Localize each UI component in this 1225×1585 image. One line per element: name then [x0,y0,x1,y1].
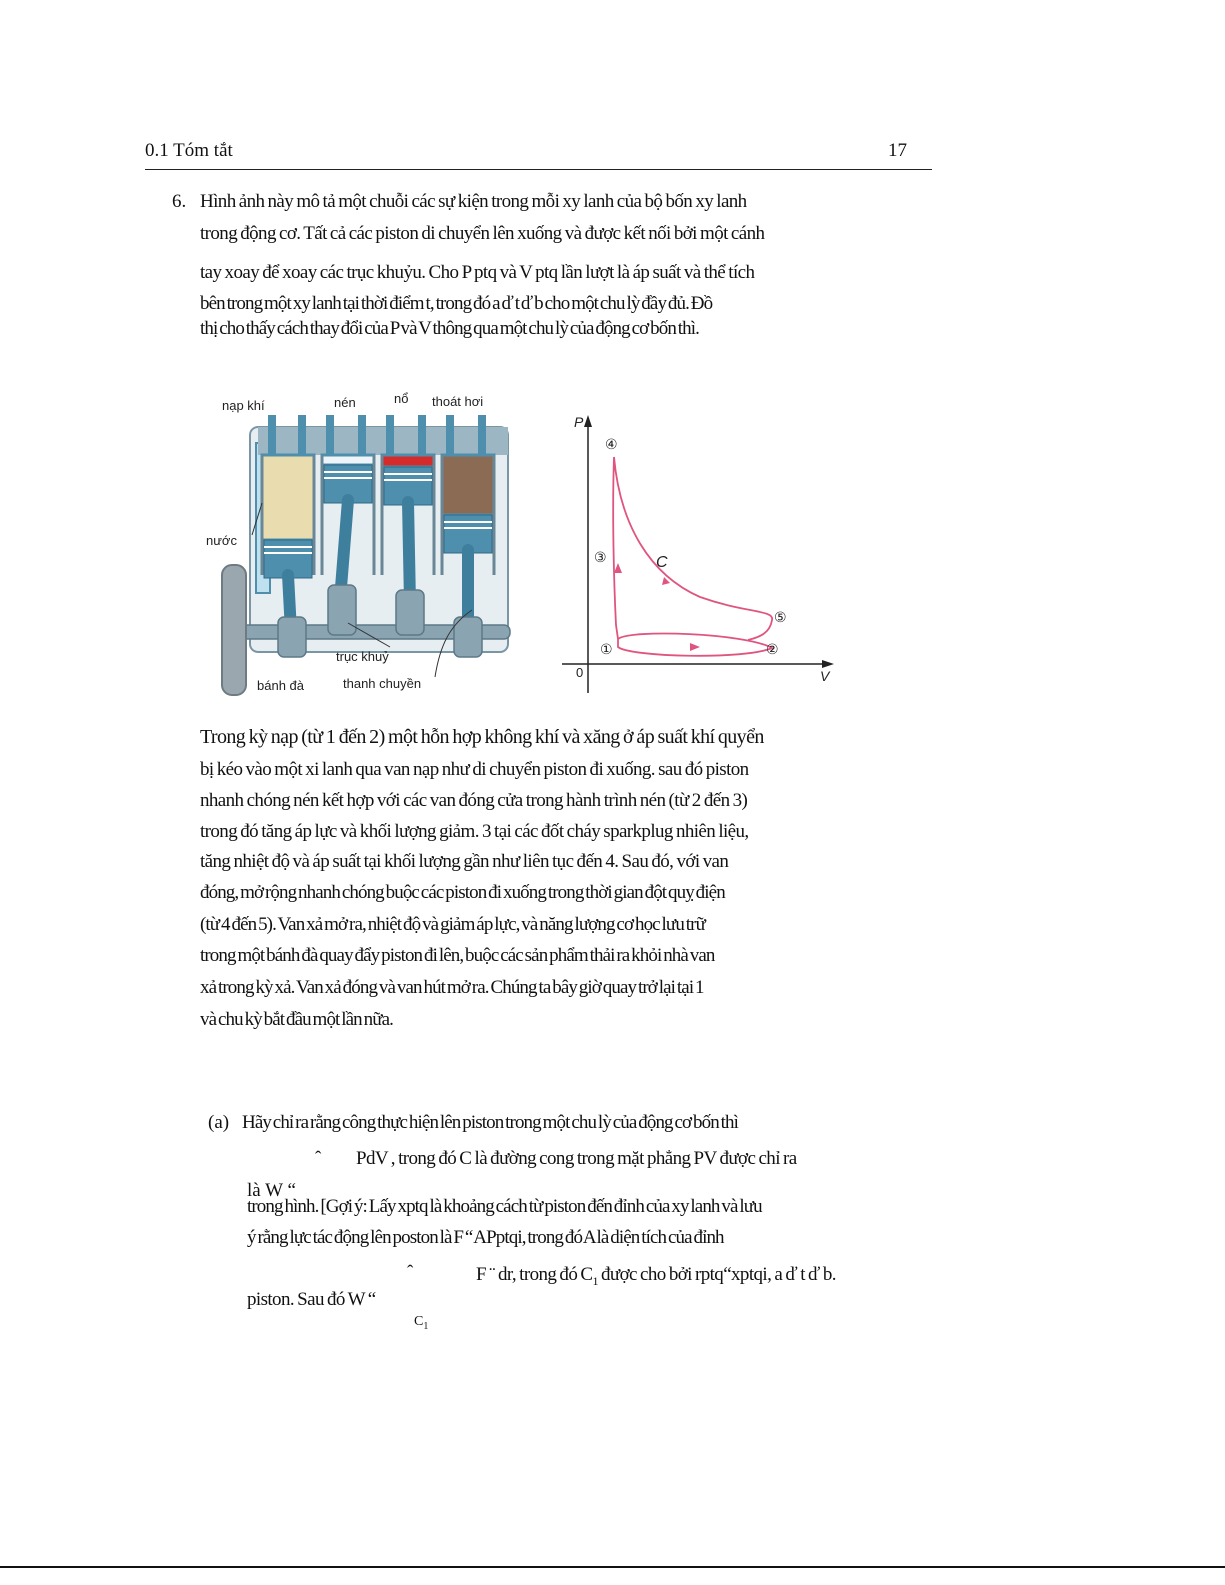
body-line-7: (từ 4 đến 5). Van xả mở ra, nhiệt độ và giảm áp lực, và năng lượng cơ học lưu trữ [200,914,705,935]
cylinder-intake [262,455,314,540]
body-line-2: bị kéo vào một xi lanh qua van nạp như di chuyển piston đi xuống. sau đó piston [200,759,749,780]
v-axis-label: V [820,668,830,684]
point-4: ④ [605,436,618,452]
problem-number: 6. [172,191,187,212]
cylinder-power [382,455,434,467]
body-line-10: và chu kỳ bắt đầu một lần nữa. [200,1009,394,1030]
cylinder-head [258,427,508,455]
point-5: ⑤ [774,609,787,625]
label-crankshaft: trục khuỷ [336,649,389,664]
label-power: nổ [394,391,409,406]
page-number: 17 [888,140,907,161]
point-3: ③ [594,549,607,565]
pv-diagram [562,414,834,693]
point-2: ② [766,641,779,657]
intro-line-3: tay xoay để xoay các trục khuỷu. Cho P ptq và V ptq lần lượt là áp suất và thể tích [200,262,755,283]
intake-exhaust-loop [618,633,772,655]
p-axis-label: P [574,414,584,430]
intro-line-5: thị cho thấy cách thay đổi của P và V thông qua một chu lỳ của động cơ bốn thì. [200,318,699,339]
part-a-line-3b: trong hình. [Gợi ý: Lấy xptq là khoảng cách từ piston đến đỉnh của xy lanh và lưu [247,1196,762,1217]
engine-and-pv-figure [200,385,850,700]
body-line-5: tăng nhiệt độ và áp suất tại khối lượng gần như liên tục đến 4. Sau đó, với van [200,851,729,872]
point-1: ① [600,641,613,657]
intro-line-1: Hình ảnh này mô tả một chuỗi các sự kiện trong mỗi xy lanh của bộ bốn xy lanh [200,191,747,212]
engine-illustration [206,391,510,695]
label-intake: nạp khí [222,398,265,413]
cylinder-exhaust [442,455,494,515]
part-a-line-6: piston. Sau đó W “ [247,1289,376,1310]
origin-label: 0 [576,665,584,680]
lower-limit-c: C [414,1314,424,1329]
label-connecting-rod: thanh chuyền [343,676,422,691]
header-rule [145,169,932,170]
connecting-rod-3 [408,502,410,603]
line5-subscript: 1 [592,1273,598,1288]
running-header-section: 0.1 Tóm tắt [145,140,233,161]
body-line-1: Trong kỳ nạp (từ 1 đến 2) một hỗn hợp không khí và xăng ở áp suất khí quyển [200,726,764,748]
part-a-line-3a: là W “ [247,1180,296,1201]
curve-label-c: C [656,554,668,571]
body-line-8: trong một bánh đà quay đẩy piston đi lên, buộc các sản phẩm thải ra khỏi nhà van [200,945,715,966]
body-line-4: trong đó tăng áp lực và khối lượng giảm. 3 tại các đốt cháy sparkplug nhiên liệu, [200,821,749,842]
body-line-9: xả trong kỳ xả. Van xả đóng và van hút mở ra. Chúng ta bây giờ quay trở lại tại 1 [200,977,704,998]
flywheel [222,565,246,695]
intro-line-2: trong động cơ. Tất cả các piston di chuyển lên xuống và được kết nối bởi một cánh [200,223,765,244]
label-compression: nén [334,395,356,410]
cylinder-compression [322,455,374,465]
integral-hat-1: ˆ [315,1148,322,1169]
part-a-line-2: PdV , trong đó C là đường cong trong mặt phẳng PV được chỉ ra [356,1148,797,1169]
compression-power-curve [613,457,772,640]
integral-lower-limit [414,1314,428,1332]
part-a-line-1: Hãy chỉ ra rằng công thực hiện lên piston trong một chu lỳ của động cơ bốn thì [242,1112,739,1133]
body-line-3: nhanh chóng nén kết hợp với các van đóng cửa trong hành trình nén (từ 2 đến 3) [200,790,748,811]
label-water: nước [206,533,237,548]
part-a-line-4: ý rằng lực tác động lên poston là F “ APptqi, trong đó A là diện tích của đỉnh [247,1227,724,1248]
bottom-rule [0,1566,1225,1568]
figure [200,385,850,700]
intro-line-4: bên trong một xy lanh tại thời điểm t, trong đó a ď t ď b cho một chu lỳ đầy đủ. Đồ [200,293,713,314]
lower-limit-index: 1 [423,1320,429,1332]
line5-end: được cho bởi rptq“xptqi, a ď t ď b. [597,1264,836,1285]
part-a-line-5 [476,1264,836,1289]
body-line-6: đóng, mở rộng nhanh chóng buộc các piston đi xuống trong thời gian đột quỵ điện [200,882,725,903]
label-flywheel: bánh đà [257,678,304,693]
integral-hat-2: ˆ [407,1262,414,1283]
part-a-label: (a) [208,1112,230,1133]
line5-text: F ¨ dr, trong đó C [476,1264,593,1285]
label-exhaust: thoát hơi [432,394,484,409]
